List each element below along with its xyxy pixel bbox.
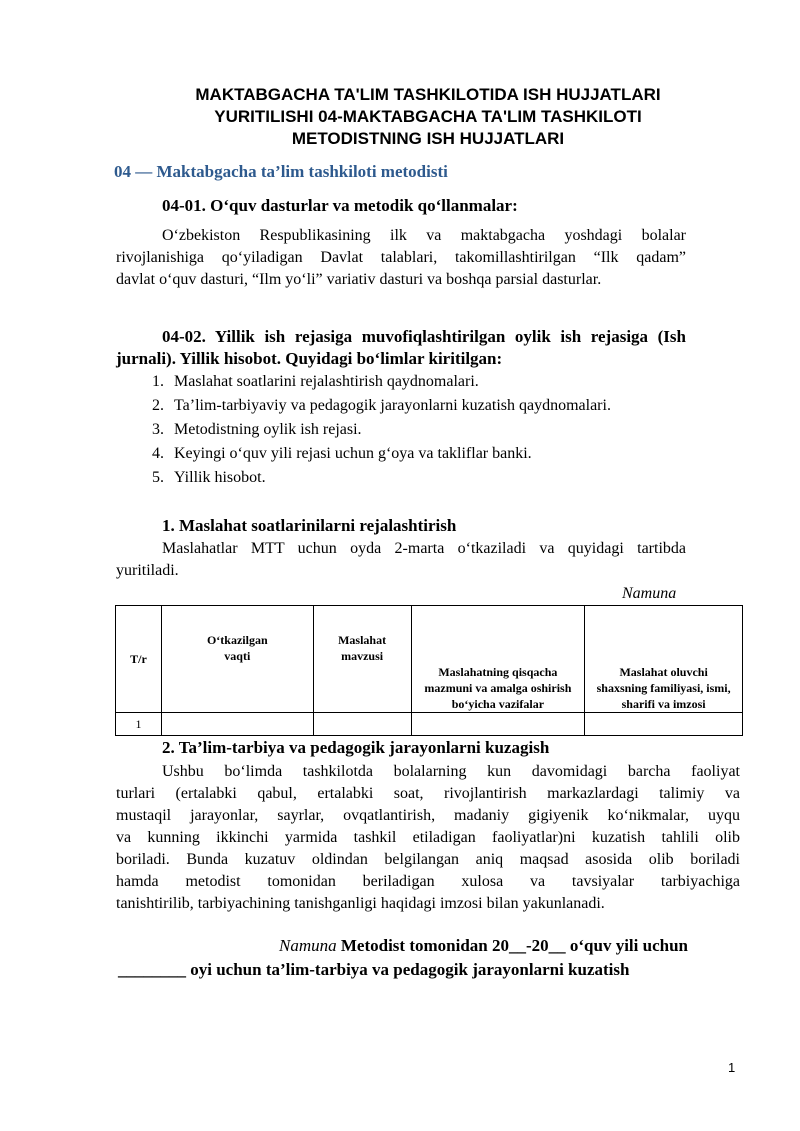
table-header: O‘tkazilgan vaqti: [161, 606, 313, 713]
paragraph-section-2: [116, 761, 740, 915]
paragraph-line: turlari (ertalabki qabul, ertalabki soat, rivojlantirish markazlardagi talimiy va: [116, 785, 740, 802]
table-header: Maslahat oluvchi shaxsning familiyasi, ismi, sharifi va imzosi: [585, 606, 743, 713]
table-header: T/r: [116, 606, 162, 713]
paragraph-line: O‘zbekiston Respublikasining ilk va maktabgacha yoshdagi bolalar: [162, 227, 686, 244]
paragraph-line: davlat o‘quv dasturi, “Ilm yo‘li” variativ dasturi va boshqa parsial dasturlar.: [116, 271, 602, 288]
paragraph-line: Ushbu bo‘limda tashkilotda bolalarning kun davomidagi barcha faoliyat: [162, 763, 740, 780]
title-line-3: METODISTNING ISH HUJJATLARI: [291, 129, 565, 148]
heading-section-2: 2. Ta’lim-tarbiya va pedagogik jarayonlarni kuzagish: [162, 738, 550, 757]
paragraph-section-1: [116, 538, 686, 582]
paragraph-line: rivojlanishiga qo‘yiladigan Davlat talablari, takomillashtirilgan “Ilk qadam”: [116, 249, 686, 266]
list-item: 1. Maslahat soatlarini rejalashtirish qaydnomalari.: [152, 373, 479, 390]
table-cell: [313, 713, 411, 736]
list-item: 3. Metodistning oylik ish rejasi.: [152, 421, 362, 438]
list-item: 2. Ta’lim-tarbiyaviy va pedagogik jarayonlarni kuzatish qaydnomalari.: [152, 397, 611, 414]
sections-list: [152, 370, 611, 490]
heading-line: jurnali). Yillik hisobot. Quyidagi bo‘limlar kiritilgan:: [116, 349, 503, 368]
table-header: Maslahatning qisqacha mazmuni va amalga oshirish bo‘yicha vazifalar: [411, 606, 585, 713]
table-header: Maslahat mavzusi: [313, 606, 411, 713]
table-header-row: [116, 606, 743, 713]
observation-title-line-1: Namuna Metodist tomonidan 20__-20__ o‘quv yili uchun: [278, 936, 688, 955]
table-cell: [161, 713, 313, 736]
paragraph-line: boriladi. Bunda kuzatuv oldindan belgilangan aniq maqsad asosida olib boriladi: [116, 851, 740, 868]
document-title: [118, 84, 738, 150]
consultation-table: [115, 605, 743, 736]
list-item: 4. Keyingi o‘quv yili rejasi uchun g‘oya va takliflar banki.: [152, 445, 532, 462]
paragraph-line: Maslahatlar MTT uchun oyda 2-marta o‘tkaziladi va quyidagi tartibda: [162, 540, 686, 557]
heading-section-1: 1. Maslahat soatlarinilarni rejalashtirish: [162, 516, 457, 535]
paragraph-04-01: [116, 225, 686, 291]
list-item: 5. Yillik hisobot.: [152, 469, 266, 486]
paragraph-line: mustaqil jarayonlar, sayrlar, ovqatlantirish, madaniy gigiyenik ko‘nikmalar, uyqu: [116, 807, 740, 824]
section-heading: 04 — Maktabgacha ta’lim tashkiloti metodisti: [114, 162, 448, 181]
table-row: [116, 713, 743, 736]
heading-04-01: 04-01. O‘quv dasturlar va metodik qo‘llanmalar:: [162, 196, 518, 215]
paragraph-line: yuritiladi.: [116, 562, 179, 579]
title-line-2: YURITILISHI 04-MAKTABGACHA TA'LIM TASHKILOTI: [214, 107, 642, 126]
table-cell: [411, 713, 585, 736]
observation-title-line-2: ________ oyi uchun ta’lim-tarbiya va pedagogik jarayonlarni kuzatish: [118, 960, 630, 979]
heading-04-02: [116, 326, 686, 370]
sample-label: Namuna: [622, 585, 677, 602]
title-line-1: MAKTABGACHA TA'LIM TASHKILOTIDA ISH HUJJATLARI: [195, 85, 661, 104]
paragraph-line: va kunning ikkinchi yarmida tashkil etiladigan faoliyatlar)ni kuzatish tahlili olib: [116, 829, 740, 846]
paragraph-line: hamda metodist tomonidan beriladigan xulosa va tavsiyalar tarbiyachiga: [116, 873, 740, 890]
paragraph-line: tanishtirilib, tarbiyachining tanishganligi haqidagi imzosi bilan yakunlanadi.: [116, 895, 605, 912]
heading-line: 04-02. Yillik ish rejasiga muvofiqlashtirilgan oylik ish rejasiga (Ish: [162, 327, 686, 346]
table-cell: [585, 713, 743, 736]
page-number: 1: [728, 1060, 736, 1075]
sample-label: Namuna: [278, 936, 337, 955]
table-cell: 1: [116, 713, 162, 736]
